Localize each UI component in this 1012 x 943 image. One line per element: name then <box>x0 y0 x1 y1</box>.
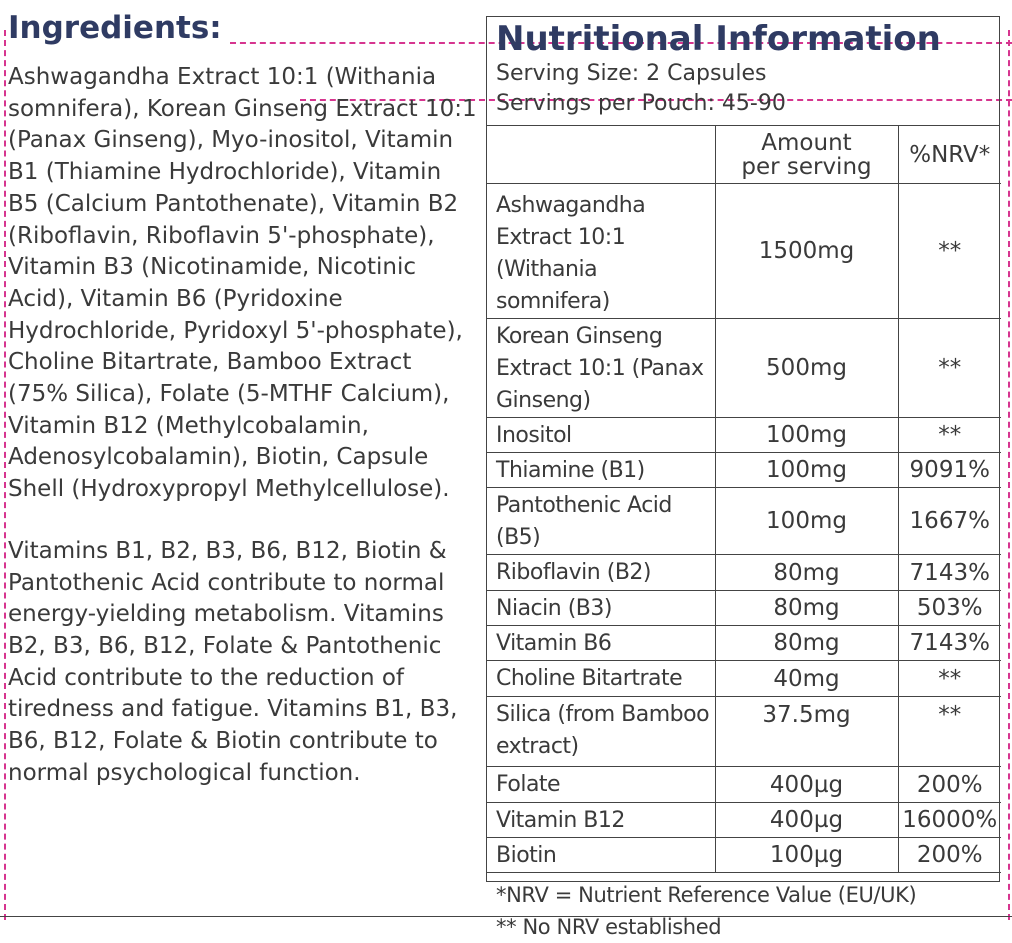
nutrient-name: Riboflavin (B2) <box>487 555 715 591</box>
nutrient-nrv: ** <box>898 319 1001 418</box>
nutrient-amount: 80mg <box>715 555 898 591</box>
header-amount <box>715 126 898 184</box>
nutrient-name: Pantothenic Acid (B5) <box>487 488 715 555</box>
nutrient-amount: 100mg <box>715 453 898 488</box>
nutrient-nrv: 503% <box>898 591 1001 626</box>
bottom-rule <box>0 916 1012 917</box>
nutrient-nrv: 1667% <box>898 488 1001 555</box>
nutrition-footnotes <box>487 873 999 943</box>
nutrient-amount: 400µg <box>715 767 898 803</box>
nutrient-nrv: 9091% <box>898 453 1001 488</box>
table-row <box>487 767 1001 803</box>
nutrient-name: Ashwagandha Extract 10:1 (Withania somnifera) <box>487 184 715 319</box>
nutrient-amount: 100µg <box>715 838 898 873</box>
nutrition-header <box>487 17 999 126</box>
serving-size: Serving Size: 2 Capsules <box>496 61 767 86</box>
nutrient-nrv: 200% <box>898 838 1001 873</box>
ingredients-title: Ingredients: <box>8 10 222 46</box>
nutrient-amount: 80mg <box>715 626 898 661</box>
nutrient-name: Folate <box>487 767 715 803</box>
header-nutrient <box>487 126 715 184</box>
table-row <box>487 184 1001 319</box>
nutrient-amount: 100mg <box>715 418 898 453</box>
nutrient-name: Korean Ginseng Extract 10:1 (Panax Ginseng) <box>487 319 715 418</box>
nutrient-nrv: 16000% <box>898 803 1001 838</box>
nutrient-name: Vitamin B12 <box>487 803 715 838</box>
nutrient-amount: 400µg <box>715 803 898 838</box>
table-row <box>487 591 1001 626</box>
footnote-nrv: *NRV = Nutrient Reference Value (EU/UK) <box>496 883 917 907</box>
nutrient-nrv: ** <box>898 184 1001 319</box>
ingredients-text: Ashwagandha Extract 10:1 (Withania somnifera), Korean Ginseng Extract 10:1 (Panax Ginseng), Myo-inositol, Vitamin B1 (Thiamine Hydrochloride), Vitamin B5 (Calcium Pantothenate), Vitamin B2 (Riboflavin, Riboflavin 5'-phosphate), Vitamin B3 (Nicotinamide, Nicotinic Acid), Vitamin B6 (Pyridoxine Hydrochloride, Pyridoxyl 5'-phosphate), Choline Bitartrate, Bamboo Extract (75% Silica), Folate (5-MTHF Calcium), Vitamin B12 (Methylcobalamin, Adenosylcobalamin), Biotin, Capsule Shell (Hydroxypropyl Methylcellulose). <box>8 64 477 503</box>
table-row <box>487 697 1001 767</box>
table-row <box>487 488 1001 555</box>
guide-line-left <box>4 30 6 920</box>
nutrient-name: Niacin (B3) <box>487 591 715 626</box>
nutrient-amount: 500mg <box>715 319 898 418</box>
nutrient-nrv: ** <box>898 418 1001 453</box>
table-row <box>487 453 1001 488</box>
header-amount-line1: Amount <box>761 129 852 156</box>
nutrient-amount: 80mg <box>715 591 898 626</box>
footnote-no-nrv: ** No NRV established <box>496 915 722 939</box>
ingredients-section <box>8 6 478 789</box>
nutrient-nrv: ** <box>898 697 1001 767</box>
nutrient-amount: 100mg <box>715 488 898 555</box>
nutrient-amount: 40mg <box>715 661 898 697</box>
servings-per-pouch: Servings per Pouch: 45-90 <box>496 91 786 116</box>
nutrient-nrv: 7143% <box>898 555 1001 591</box>
nutrient-amount: 37.5mg <box>715 697 898 767</box>
nutrient-nrv: 7143% <box>898 626 1001 661</box>
guide-line-right <box>1008 30 1010 920</box>
nutrition-panel <box>486 16 1000 939</box>
nutrient-name: Biotin <box>487 838 715 873</box>
nutrition-table <box>487 126 1001 873</box>
nutrient-name: Choline Bitartrate <box>487 661 715 697</box>
nutrient-name: Thiamine (B1) <box>487 453 715 488</box>
health-claims-text: Vitamins B1, B2, B3, B6, B12, Biotin & Pantothenic Acid contribute to normal energy-yielding metabolism. Vitamins B2, B3, B6, B12, Folate & Pantothenic Acid contribute to the reduction of tiredness and fatigue. Vitamins B1, B3, B6, B12, Folate & Biotin contribute to normal psychological function. <box>8 537 458 786</box>
nutrient-amount: 1500mg <box>715 184 898 319</box>
table-row <box>487 319 1001 418</box>
table-row <box>487 803 1001 838</box>
table-row <box>487 838 1001 873</box>
table-header-row <box>487 126 1001 184</box>
nutrient-name: Vitamin B6 <box>487 626 715 661</box>
nutrient-name: Silica (from Bamboo extract) <box>487 697 715 767</box>
table-row <box>487 555 1001 591</box>
header-amount-line2: per serving <box>741 153 872 180</box>
table-row <box>487 661 1001 697</box>
nutrition-title: Nutritional Information <box>496 19 941 59</box>
nutrient-name: Inositol <box>487 418 715 453</box>
nutrient-nrv: 200% <box>898 767 1001 803</box>
table-row <box>487 418 1001 453</box>
nutrient-nrv: ** <box>898 661 1001 697</box>
table-row <box>487 626 1001 661</box>
header-nrv: %NRV* <box>898 126 1001 184</box>
